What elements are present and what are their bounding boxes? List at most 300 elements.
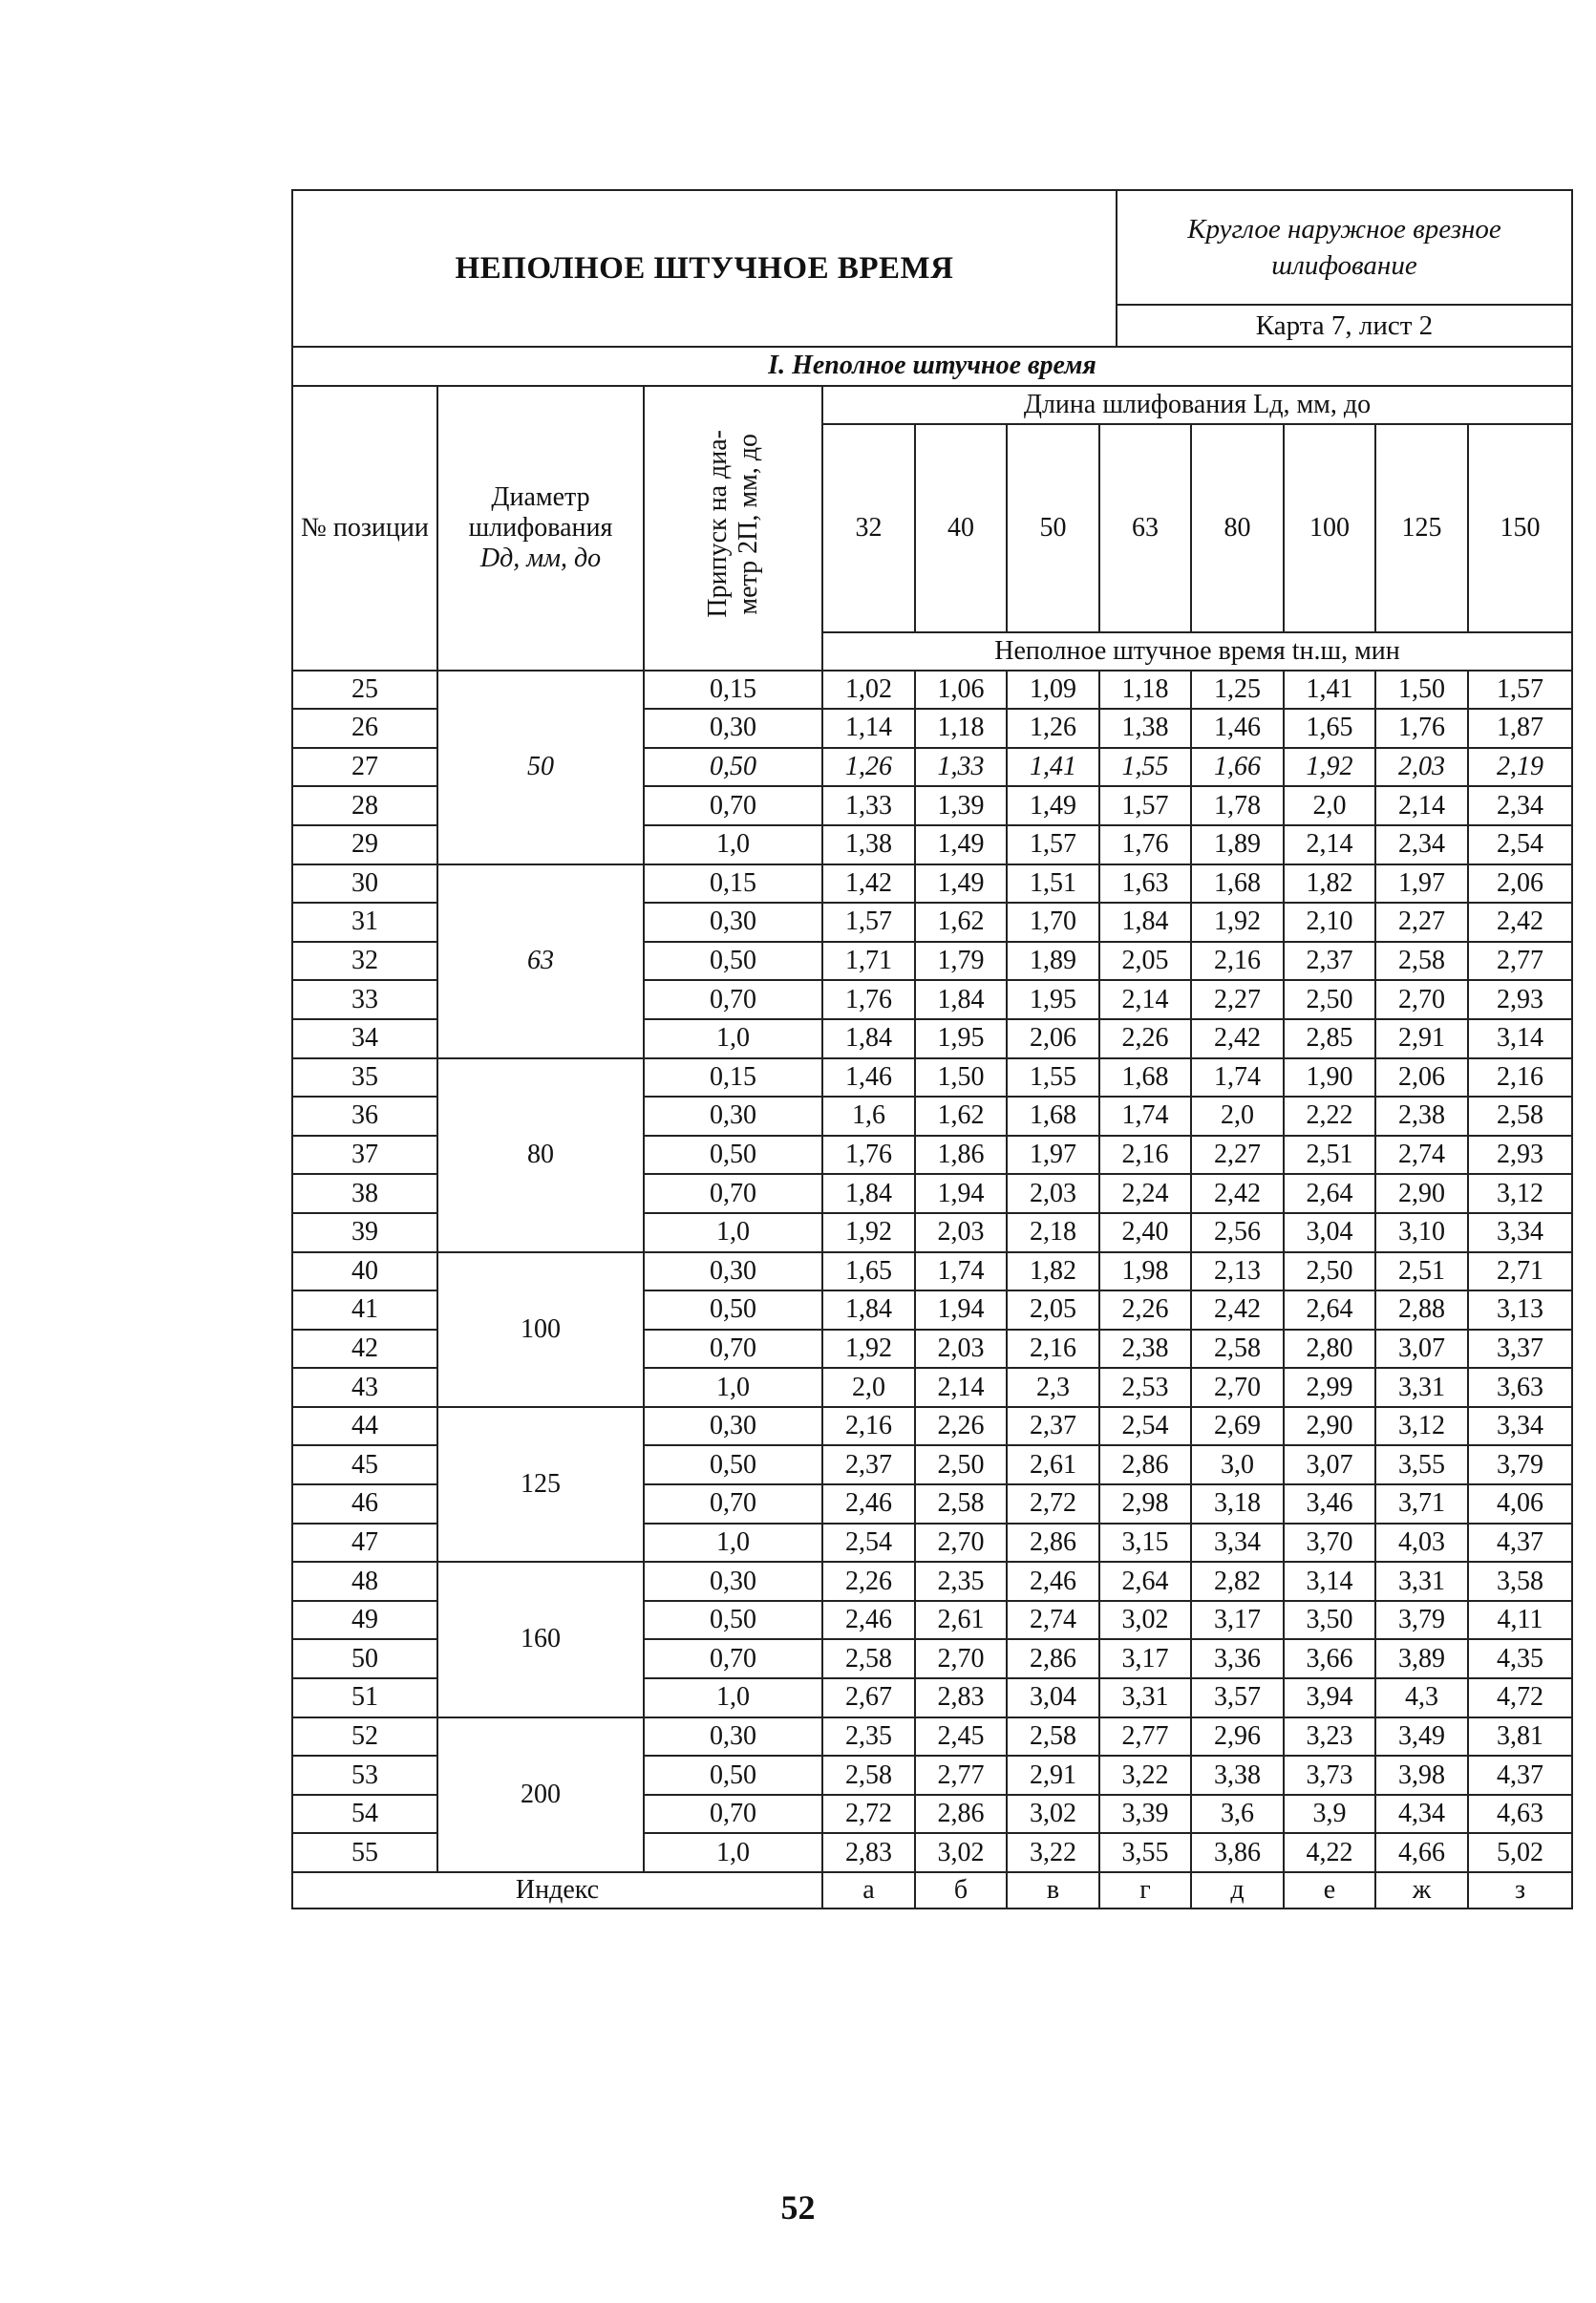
time-value-cell: 2,26 — [1099, 1019, 1191, 1058]
allowance-cell: 0,50 — [644, 1601, 822, 1640]
time-value-cell: 4,03 — [1375, 1524, 1468, 1563]
time-value-cell: 2,0 — [822, 1368, 915, 1407]
time-value-cell: 2,82 — [1191, 1562, 1284, 1601]
allowance-cell: 0,70 — [644, 980, 822, 1019]
time-value-cell: 3,31 — [1099, 1678, 1191, 1717]
time-value-cell: 1,49 — [915, 864, 1007, 904]
time-value-cell: 1,18 — [1099, 671, 1191, 710]
length-column-125: 125 — [1375, 424, 1468, 632]
time-value-cell: 1,86 — [915, 1136, 1007, 1175]
length-column-100: 100 — [1284, 424, 1375, 632]
time-value-cell: 1,71 — [822, 942, 915, 981]
time-value-cell: 2,3 — [1007, 1368, 1099, 1407]
time-value-cell: 2,46 — [822, 1484, 915, 1524]
time-value-cell: 1,84 — [915, 980, 1007, 1019]
time-value-cell: 3,55 — [1375, 1445, 1468, 1484]
time-value-cell: 1,41 — [1007, 748, 1099, 787]
operation-type — [1117, 190, 1572, 305]
allowance-cell: 1,0 — [644, 1833, 822, 1872]
time-value-cell: 4,72 — [1468, 1678, 1572, 1717]
position-cell: 35 — [292, 1058, 437, 1098]
time-value-cell: 1,68 — [1007, 1097, 1099, 1136]
diameter-cell: 50 — [437, 671, 644, 864]
time-value-cell: 3,37 — [1468, 1330, 1572, 1369]
position-cell: 43 — [292, 1368, 437, 1407]
time-value-cell: 1,09 — [1007, 671, 1099, 710]
time-value-cell: 2,77 — [915, 1756, 1007, 1795]
allowance-cell: 0,50 — [644, 1445, 822, 1484]
position-cell: 33 — [292, 980, 437, 1019]
index-letter: б — [915, 1872, 1007, 1909]
length-header: Длина шлифования Lд, мм, до — [822, 386, 1572, 424]
time-value-cell: 3,07 — [1375, 1330, 1468, 1369]
table-row — [292, 671, 1572, 710]
time-value-cell: 2,06 — [1375, 1058, 1468, 1098]
time-value-cell: 3,79 — [1468, 1445, 1572, 1484]
time-value-cell: 1,95 — [1007, 980, 1099, 1019]
time-value-cell: 1,46 — [1191, 709, 1284, 748]
time-value-cell: 1,14 — [822, 709, 915, 748]
time-value-cell: 2,72 — [1007, 1484, 1099, 1524]
index-label: Индекс — [292, 1872, 822, 1909]
time-value-cell: 2,86 — [915, 1795, 1007, 1834]
position-cell: 34 — [292, 1019, 437, 1058]
index-letter: д — [1191, 1872, 1284, 1909]
time-value-cell: 2,58 — [1191, 1330, 1284, 1369]
position-cell: 28 — [292, 786, 437, 825]
time-value-cell: 1,78 — [1191, 786, 1284, 825]
time-value-cell: 2,42 — [1468, 903, 1572, 942]
time-value-cell: 2,34 — [1375, 825, 1468, 864]
time-value-cell: 3,22 — [1007, 1833, 1099, 1872]
time-value-cell: 2,37 — [822, 1445, 915, 1484]
length-column-150: 150 — [1468, 424, 1572, 632]
position-cell: 29 — [292, 825, 437, 864]
time-value-cell: 1,97 — [1007, 1136, 1099, 1175]
table-row — [292, 1252, 1572, 1291]
time-value-cell: 1,84 — [822, 1290, 915, 1330]
time-value-cell: 2,46 — [1007, 1562, 1099, 1601]
time-value-cell: 3,12 — [1375, 1407, 1468, 1446]
time-value-cell: 1,92 — [1284, 748, 1375, 787]
time-value-cell: 2,38 — [1375, 1097, 1468, 1136]
length-column-80: 80 — [1191, 424, 1284, 632]
time-value-cell: 1,90 — [1284, 1058, 1375, 1098]
allowance-header-line1: Припуск на диа- — [702, 430, 733, 618]
time-value-cell: 1,38 — [1099, 709, 1191, 748]
index-letter: а — [822, 1872, 915, 1909]
time-value-cell: 1,92 — [822, 1213, 915, 1252]
time-value-cell: 2,37 — [1284, 942, 1375, 981]
time-value-cell: 2,50 — [1284, 1252, 1375, 1291]
time-value-cell: 1,25 — [1191, 671, 1284, 710]
time-value-cell: 2,83 — [915, 1678, 1007, 1717]
position-cell: 52 — [292, 1717, 437, 1757]
time-value-cell: 3,57 — [1191, 1678, 1284, 1717]
time-value-cell: 1,6 — [822, 1097, 915, 1136]
allowance-cell: 0,50 — [644, 1756, 822, 1795]
time-value-cell: 1,41 — [1284, 671, 1375, 710]
time-value-cell: 2,27 — [1191, 1136, 1284, 1175]
time-value-cell: 2,53 — [1099, 1368, 1191, 1407]
time-value-cell: 1,98 — [1099, 1252, 1191, 1291]
table-row — [292, 1407, 1572, 1446]
time-value-cell: 3,31 — [1375, 1562, 1468, 1601]
time-value-cell: 2,86 — [1099, 1445, 1191, 1484]
position-cell: 48 — [292, 1562, 437, 1601]
position-cell: 44 — [292, 1407, 437, 1446]
time-value-cell: 1,97 — [1375, 864, 1468, 904]
time-value-cell: 1,84 — [1099, 903, 1191, 942]
time-value-cell: 2,51 — [1284, 1136, 1375, 1175]
operation-type-line1: Круглое наружное врезное — [1187, 214, 1501, 245]
time-value-cell: 2,42 — [1191, 1019, 1284, 1058]
allowance-cell: 1,0 — [644, 1524, 822, 1563]
time-value-cell: 3,23 — [1284, 1717, 1375, 1757]
time-value-cell: 1,50 — [1375, 671, 1468, 710]
time-value-cell: 3,58 — [1468, 1562, 1572, 1601]
time-value-cell: 1,62 — [915, 1097, 1007, 1136]
card-title: НЕПОЛНОЕ ШТУЧНОЕ ВРЕМЯ — [292, 190, 1117, 347]
time-value-cell: 2,90 — [1375, 1174, 1468, 1213]
diameter-cell: 100 — [437, 1252, 644, 1407]
position-cell: 47 — [292, 1524, 437, 1563]
time-value-cell: 3,63 — [1468, 1368, 1572, 1407]
diameter-header-line1: Диаметр — [491, 481, 590, 512]
time-value-cell: 1,02 — [822, 671, 915, 710]
table-row — [292, 1717, 1572, 1757]
norm-card-sheet — [291, 189, 1571, 1909]
time-value-cell: 2,64 — [1099, 1562, 1191, 1601]
time-value-cell: 3,04 — [1007, 1678, 1099, 1717]
position-cell: 54 — [292, 1795, 437, 1834]
time-value-cell: 2,70 — [1191, 1368, 1284, 1407]
time-value-cell: 3,39 — [1099, 1795, 1191, 1834]
position-cell: 40 — [292, 1252, 437, 1291]
allowance-cell: 0,70 — [644, 1639, 822, 1678]
time-value-cell: 2,14 — [1375, 786, 1468, 825]
time-value-cell: 3,94 — [1284, 1678, 1375, 1717]
position-cell: 32 — [292, 942, 437, 981]
time-value-cell: 2,67 — [822, 1678, 915, 1717]
index-letter: з — [1468, 1872, 1572, 1909]
allowance-cell: 0,30 — [644, 1097, 822, 1136]
time-value-cell: 2,27 — [1191, 980, 1284, 1019]
time-value-cell: 1,74 — [1099, 1097, 1191, 1136]
time-value-cell: 2,24 — [1099, 1174, 1191, 1213]
time-value-cell: 2,93 — [1468, 1136, 1572, 1175]
time-value-cell: 4,34 — [1375, 1795, 1468, 1834]
position-cell: 51 — [292, 1678, 437, 1717]
position-cell: 41 — [292, 1290, 437, 1330]
position-cell: 25 — [292, 671, 437, 710]
time-value-cell: 2,05 — [1007, 1290, 1099, 1330]
diameter-cell: 160 — [437, 1562, 644, 1717]
time-value-cell: 3,14 — [1284, 1562, 1375, 1601]
time-value-cell: 3,15 — [1099, 1524, 1191, 1563]
time-value-cell: 2,03 — [915, 1213, 1007, 1252]
allowance-cell: 0,70 — [644, 1330, 822, 1369]
time-value-cell: 2,80 — [1284, 1330, 1375, 1369]
allowance-cell: 0,15 — [644, 671, 822, 710]
time-value-cell: 3,07 — [1284, 1445, 1375, 1484]
time-value-cell: 3,46 — [1284, 1484, 1375, 1524]
time-value-cell: 2,61 — [1007, 1445, 1099, 1484]
time-value-cell: 3,10 — [1375, 1213, 1468, 1252]
time-value-cell: 1,84 — [822, 1174, 915, 1213]
time-value-cell: 3,98 — [1375, 1756, 1468, 1795]
index-letter: г — [1099, 1872, 1191, 1909]
time-value-cell: 3,14 — [1468, 1019, 1572, 1058]
time-value-cell: 3,12 — [1468, 1174, 1572, 1213]
time-value-cell: 2,03 — [915, 1330, 1007, 1369]
position-cell: 27 — [292, 748, 437, 787]
time-value-cell: 2,90 — [1284, 1407, 1375, 1446]
position-cell: 38 — [292, 1174, 437, 1213]
time-value-cell: 2,54 — [1468, 825, 1572, 864]
time-value-cell: 1,57 — [822, 903, 915, 942]
allowance-cell: 0,30 — [644, 903, 822, 942]
time-value-cell: 1,33 — [822, 786, 915, 825]
position-cell: 30 — [292, 864, 437, 904]
time-value-cell: 2,50 — [915, 1445, 1007, 1484]
index-letter: е — [1284, 1872, 1375, 1909]
allowance-cell: 0,30 — [644, 709, 822, 748]
diameter-header-line3: Dд, мм, до — [479, 543, 602, 573]
time-value-cell: 1,89 — [1191, 825, 1284, 864]
time-value-cell: 1,66 — [1191, 748, 1284, 787]
time-value-cell: 2,58 — [1468, 1097, 1572, 1136]
time-value-cell: 3,13 — [1468, 1290, 1572, 1330]
time-value-cell: 2,77 — [1099, 1717, 1191, 1757]
time-value-cell: 1,76 — [1375, 709, 1468, 748]
time-value-cell: 2,34 — [1468, 786, 1572, 825]
time-value-cell: 2,16 — [1468, 1058, 1572, 1098]
allowance-cell: 1,0 — [644, 1368, 822, 1407]
time-value-cell: 3,55 — [1099, 1833, 1191, 1872]
allowance-cell: 0,50 — [644, 1290, 822, 1330]
time-value-cell: 2,77 — [1468, 942, 1572, 981]
time-value-cell: 1,76 — [1099, 825, 1191, 864]
allowance-cell: 0,50 — [644, 1136, 822, 1175]
allowance-header-line2: метр 2П, мм, до — [733, 433, 763, 615]
time-value-cell: 2,64 — [1284, 1174, 1375, 1213]
time-value-cell: 1,38 — [822, 825, 915, 864]
time-value-cell: 2,70 — [915, 1524, 1007, 1563]
time-value-cell: 2,0 — [1284, 786, 1375, 825]
time-value-cell: 1,33 — [915, 748, 1007, 787]
time-value-cell: 2,14 — [1099, 980, 1191, 1019]
time-value-cell: 3,34 — [1468, 1213, 1572, 1252]
position-cell: 36 — [292, 1097, 437, 1136]
position-cell: 50 — [292, 1639, 437, 1678]
time-value-cell: 1,26 — [822, 748, 915, 787]
time-value-cell: 2,99 — [1284, 1368, 1375, 1407]
table-row — [292, 1058, 1572, 1098]
time-value-cell: 3,17 — [1191, 1601, 1284, 1640]
card-sheet-number: Карта 7, лист 2 — [1117, 305, 1572, 347]
time-value-cell: 2,58 — [915, 1484, 1007, 1524]
time-value-cell: 2,93 — [1468, 980, 1572, 1019]
time-value-cell: 4,66 — [1375, 1833, 1468, 1872]
time-value-cell: 1,87 — [1468, 709, 1572, 748]
time-value-cell: 2,26 — [1099, 1290, 1191, 1330]
time-value-cell: 4,22 — [1284, 1833, 1375, 1872]
time-value-cell: 2,05 — [1099, 942, 1191, 981]
table-row — [292, 864, 1572, 904]
allowance-cell: 0,50 — [644, 942, 822, 981]
time-value-cell: 1,92 — [822, 1330, 915, 1369]
length-column-50: 50 — [1007, 424, 1099, 632]
time-value-cell: 3,34 — [1468, 1407, 1572, 1446]
card-header — [291, 189, 1573, 348]
time-value-cell: 2,03 — [1375, 748, 1468, 787]
time-value-cell: 1,68 — [1191, 864, 1284, 904]
position-header: № позиции — [292, 386, 437, 671]
time-value-cell: 3,02 — [1007, 1795, 1099, 1834]
time-value-cell: 2,22 — [1284, 1097, 1375, 1136]
time-value-cell: 2,06 — [1468, 864, 1572, 904]
position-cell: 26 — [292, 709, 437, 748]
time-value-cell: 3,50 — [1284, 1601, 1375, 1640]
time-value-cell: 3,73 — [1284, 1756, 1375, 1795]
time-value-cell: 1,39 — [915, 786, 1007, 825]
time-value-cell: 3,18 — [1191, 1484, 1284, 1524]
allowance-cell: 0,50 — [644, 748, 822, 787]
time-value-cell: 2,58 — [1375, 942, 1468, 981]
allowance-cell: 0,30 — [644, 1562, 822, 1601]
time-value-cell: 2,26 — [915, 1407, 1007, 1446]
time-value-cell: 2,16 — [1099, 1136, 1191, 1175]
time-value-cell: 2,40 — [1099, 1213, 1191, 1252]
index-row — [292, 1872, 1572, 1909]
time-value-cell: 1,51 — [1007, 864, 1099, 904]
allowance-cell: 1,0 — [644, 1678, 822, 1717]
time-value-cell: 2,19 — [1468, 748, 1572, 787]
time-value-cell: 1,92 — [1191, 903, 1284, 942]
allowance-cell: 1,0 — [644, 1213, 822, 1252]
table-row — [292, 1562, 1572, 1601]
time-value-cell: 1,42 — [822, 864, 915, 904]
time-value-cell: 2,61 — [915, 1601, 1007, 1640]
time-value-cell: 1,57 — [1007, 825, 1099, 864]
time-value-cell: 3,04 — [1284, 1213, 1375, 1252]
time-value-cell: 2,42 — [1191, 1290, 1284, 1330]
time-value-cell: 2,74 — [1375, 1136, 1468, 1175]
time-value-cell: 3,49 — [1375, 1717, 1468, 1757]
allowance-cell: 0,15 — [644, 1058, 822, 1098]
allowance-cell: 0,70 — [644, 786, 822, 825]
time-value-cell: 3,17 — [1099, 1639, 1191, 1678]
diameter-header-line2: шлифования — [468, 512, 613, 543]
diameter-cell: 200 — [437, 1717, 644, 1872]
time-value-cell: 1,62 — [915, 903, 1007, 942]
time-value-cell: 2,18 — [1007, 1213, 1099, 1252]
index-letter: в — [1007, 1872, 1099, 1909]
time-value-cell: 1,82 — [1007, 1252, 1099, 1291]
time-value-cell: 2,35 — [915, 1562, 1007, 1601]
time-value-cell: 2,86 — [1007, 1639, 1099, 1678]
allowance-cell: 0,15 — [644, 864, 822, 904]
time-value-cell: 1,50 — [915, 1058, 1007, 1098]
time-value-cell: 2,91 — [1007, 1756, 1099, 1795]
time-value-cell: 3,71 — [1375, 1484, 1468, 1524]
time-value-cell: 2,16 — [822, 1407, 915, 1446]
time-value-cell: 4,37 — [1468, 1756, 1572, 1795]
time-value-cell: 2,0 — [1191, 1097, 1284, 1136]
diameter-header — [437, 386, 644, 671]
time-value-cell: 3,6 — [1191, 1795, 1284, 1834]
time-value-cell: 4,63 — [1468, 1795, 1572, 1834]
time-value-cell: 1,26 — [1007, 709, 1099, 748]
time-value-cell: 2,16 — [1007, 1330, 1099, 1369]
time-value-cell: 3,02 — [915, 1833, 1007, 1872]
position-cell: 37 — [292, 1136, 437, 1175]
time-value-cell: 1,46 — [822, 1058, 915, 1098]
time-value-cell: 2,71 — [1468, 1252, 1572, 1291]
time-value-cell: 2,70 — [915, 1639, 1007, 1678]
time-value-cell: 3,9 — [1284, 1795, 1375, 1834]
position-cell: 42 — [292, 1330, 437, 1369]
time-value-cell: 4,37 — [1468, 1524, 1572, 1563]
time-value-cell: 1,76 — [822, 980, 915, 1019]
time-value-cell: 3,79 — [1375, 1601, 1468, 1640]
diameter-cell: 125 — [437, 1407, 644, 1562]
time-value-cell: 2,56 — [1191, 1213, 1284, 1252]
time-value-cell: 4,06 — [1468, 1484, 1572, 1524]
time-value-cell: 1,68 — [1099, 1058, 1191, 1098]
time-value-cell: 2,14 — [1284, 825, 1375, 864]
allowance-cell: 0,30 — [644, 1252, 822, 1291]
time-value-cell: 2,83 — [822, 1833, 915, 1872]
time-value-cell: 1,57 — [1468, 671, 1572, 710]
length-column-40: 40 — [915, 424, 1007, 632]
index-letter: ж — [1375, 1872, 1468, 1909]
diameter-cell: 80 — [437, 1058, 644, 1252]
allowance-cell: 0,70 — [644, 1795, 822, 1834]
operation-type-line2: шлифование — [1271, 250, 1417, 281]
time-value-cell: 3,0 — [1191, 1445, 1284, 1484]
allowance-cell: 0,70 — [644, 1174, 822, 1213]
time-value-cell: 2,51 — [1375, 1252, 1468, 1291]
time-value-cell: 2,26 — [822, 1562, 915, 1601]
time-value-cell: 3,36 — [1191, 1639, 1284, 1678]
page-number: 52 — [780, 2188, 816, 2227]
time-value-cell: 2,10 — [1284, 903, 1375, 942]
time-value-cell: 2,91 — [1375, 1019, 1468, 1058]
time-value-cell: 4,11 — [1468, 1601, 1572, 1640]
allowance-cell: 1,0 — [644, 1019, 822, 1058]
time-value-cell: 2,70 — [1375, 980, 1468, 1019]
time-value-cell: 2,58 — [822, 1756, 915, 1795]
position-cell: 55 — [292, 1833, 437, 1872]
allowance-cell: 0,30 — [644, 1407, 822, 1446]
time-value-cell: 1,06 — [915, 671, 1007, 710]
position-cell: 31 — [292, 903, 437, 942]
time-value-cell: 2,86 — [1007, 1524, 1099, 1563]
allowance-header — [644, 386, 822, 671]
time-value-cell: 2,72 — [822, 1795, 915, 1834]
time-value-cell: 1,74 — [915, 1252, 1007, 1291]
time-value-cell: 1,49 — [1007, 786, 1099, 825]
time-value-cell: 2,96 — [1191, 1717, 1284, 1757]
time-value-cell: 1,65 — [1284, 709, 1375, 748]
time-value-cell: 2,98 — [1099, 1484, 1191, 1524]
time-value-cell: 1,94 — [915, 1290, 1007, 1330]
time-value-cell: 3,02 — [1099, 1601, 1191, 1640]
time-value-cell: 1,65 — [822, 1252, 915, 1291]
time-value-cell: 1,79 — [915, 942, 1007, 981]
